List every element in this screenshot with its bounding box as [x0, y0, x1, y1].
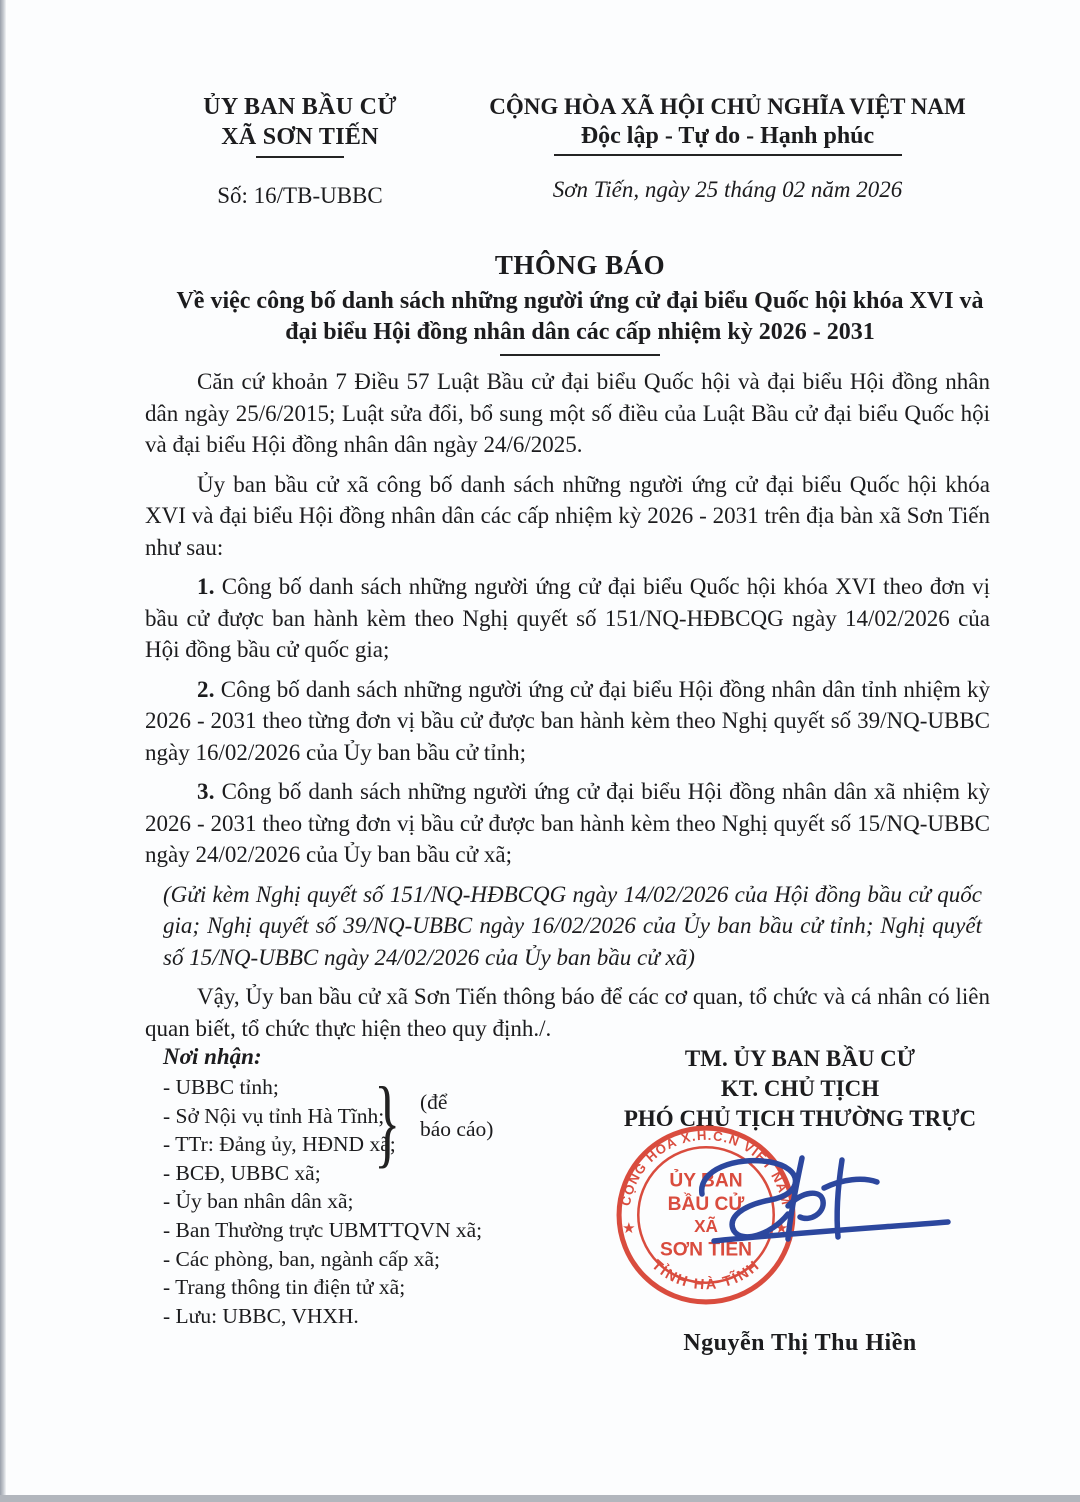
document-subtitle — [150, 286, 1010, 348]
item-1-text: Công bố danh sách những người ứng cử đại biểu Quốc hội khóa XVI theo đơn vị bầu cử được ban hành kèm theo Nghị quyết số 151/NQ-HĐBCQG ngày 14/02/2026 của Hội đồng bầu cử quốc gia; — [145, 574, 990, 662]
recipient-item: - TTr: Đảng ủy, HĐND xã; — [163, 1132, 396, 1157]
signature-on-behalf: KT. CHỦ TỊCH — [720, 1076, 880, 1101]
document-title-block — [150, 250, 1010, 356]
recipients-brace-note — [420, 1089, 493, 1143]
scan-edge-left — [0, 0, 6, 1502]
stamp-center-line2: BẦU CỬ — [667, 1193, 745, 1215]
item-2-text: Công bố danh sách những người ứng cử đại biểu Hội đồng nhân dân tỉnh nhiệm kỳ 2026 - 2031 theo từng đơn vị bầu cử được ban hành kèm theo Nghị quyết số 39/NQ-UBBC ngày 16/02/2026 của Ủy ban bầu cử tỉnh; — [145, 676, 990, 765]
document-number: Số: 16/TB-UBBC — [217, 183, 383, 208]
signer-name: Nguyễn Thị Thu Hiền — [683, 1330, 917, 1356]
recipient-item: - UBBC tỉnh; — [163, 1075, 279, 1099]
subtitle-line2: đại biểu Hội đồng nhân dân các cấp nhiệm kỳ 2026 - 2031 — [285, 319, 875, 345]
stamp-ring-bottom-text: TỈNH HÀ TĨNH — [648, 1257, 764, 1294]
signature-authority: TM. ỦY BAN BẦU CỬ — [684, 1046, 916, 1071]
signature-position: PHÓ CHỦ TỊCH THƯỜNG TRỰC — [623, 1106, 977, 1131]
stamp-center-line1: ỦY BAN — [669, 1170, 743, 1192]
paragraph-legal-basis: Căn cứ khoản 7 Điều 57 Luật Bầu cử đại biểu Quốc hội và đại biểu Hội đồng nhân dân ngày 25/6/2015; Luật sửa đổi, bổ sung một số điều của Luật Bầu cử đại biểu Quốc hội và đại biểu Hội đồng nhân dân ngày 24/6/2025. — [145, 369, 990, 457]
issuing-authority-block — [140, 94, 460, 209]
authority-underline — [256, 156, 344, 158]
recipient-item: - Lưu: UBBC, VHXH. — [163, 1303, 359, 1328]
recipient-item: - Ban Thường trực UBMTTQVN xã; — [163, 1217, 483, 1242]
motto-underline — [554, 154, 902, 156]
brace-note-line1: (để — [420, 1090, 448, 1114]
issuing-authority-line1: ỦY BAN BẦU CỬ — [203, 94, 397, 120]
item-3-number: 3. — [197, 779, 215, 804]
recipients-label: Nơi nhận: — [163, 1044, 262, 1069]
item-3-text: Công bố danh sách những người ứng cử đại biểu Hội đồng nhân dân xã nhiệm kỳ 2026 - 2031 theo từng đơn vị bầu cử được ban hành kèm theo Nghị quyết số 15/NQ-UBBC ngày 24/02/2026 của Ủy ban bầu cử xã; — [145, 779, 990, 867]
subtitle-line1: Về việc công bố danh sách những người ứng cử đại biểu Quốc hội khóa XVI và — [176, 288, 984, 314]
stamp-ring-top-text: CỘNG HÒA X.H.C.N VIỆT NAM — [617, 1127, 795, 1208]
stamp-star-left: ★ — [622, 1220, 636, 1238]
recipient-item: - Các phòng, ban, ngành cấp xã; — [163, 1246, 441, 1271]
signature-ink — [686, 1144, 956, 1274]
brace-note-line2: báo cáo) — [420, 1117, 494, 1141]
recipient-item: - Ủy ban nhân dân xã; — [163, 1189, 354, 1214]
signature-title-block — [565, 1044, 1035, 1134]
national-header-block — [450, 94, 1005, 203]
document-body — [145, 366, 990, 1052]
document-title: THÔNG BÁO — [494, 250, 666, 280]
issuing-authority-line2: XÃ SƠN TIẾN — [221, 124, 379, 150]
paragraph-announcement: Ủy ban bầu cử xã công bố danh sách những người ứng cử đại biểu Quốc hội khóa XVI và đại biểu Hội đồng nhân dân các cấp nhiệm kỳ 2026 - 2031 trên địa bàn xã Sơn Tiến như sau: — [145, 471, 990, 560]
item-2-number: 2. — [197, 676, 215, 702]
stamp-center-line4: SƠN TIẾN — [659, 1239, 753, 1261]
recipients-brace: } — [374, 1066, 401, 1177]
title-underline — [500, 354, 660, 356]
scan-edge-bottom — [0, 1495, 1080, 1502]
paragraph-closing: Vậy, Ủy ban bầu cử xã Sơn Tiến thông báo để các cơ quan, tổ chức và cá nhân có liên quan biết, tổ chức thực hiện theo quy định./. — [145, 984, 990, 1041]
national-title: CỘNG HÒA XÃ HỘI CHỦ NGHĨA VIỆT NAM — [489, 94, 966, 119]
recipient-item: - BCĐ, UBBC xã; — [163, 1160, 321, 1185]
paragraph-item-2 — [145, 674, 990, 769]
national-motto: Độc lập - Tự do - Hạnh phúc — [580, 123, 875, 149]
paragraph-item-1 — [145, 571, 990, 666]
recipient-item: - Sở Nội vụ tỉnh Hà Tĩnh; — [163, 1103, 385, 1128]
stamp-center-line3: XÃ — [694, 1216, 718, 1237]
place-and-date: Sơn Tiến, ngày 25 tháng 02 năm 2026 — [552, 177, 903, 202]
stamp-star-right: ★ — [774, 1220, 789, 1238]
paragraph-item-3 — [145, 776, 990, 871]
recipient-item: - Trang thông tin điện tử xã; — [163, 1275, 406, 1300]
paragraph-attachments: (Gửi kèm Nghị quyết số 151/NQ-HĐBCQG ngày 14/02/2026 của Hội đồng bầu cử quốc gia; Nghị quyết số 39/NQ-UBBC ngày 16/02/2026 của Ủy ban bầu cử tỉnh; Nghị quyết số 15/NQ-UBBC ngày 24/02/2026 của Ủy ban bầu cử xã) — [163, 881, 982, 970]
item-1-number: 1. — [197, 574, 215, 599]
